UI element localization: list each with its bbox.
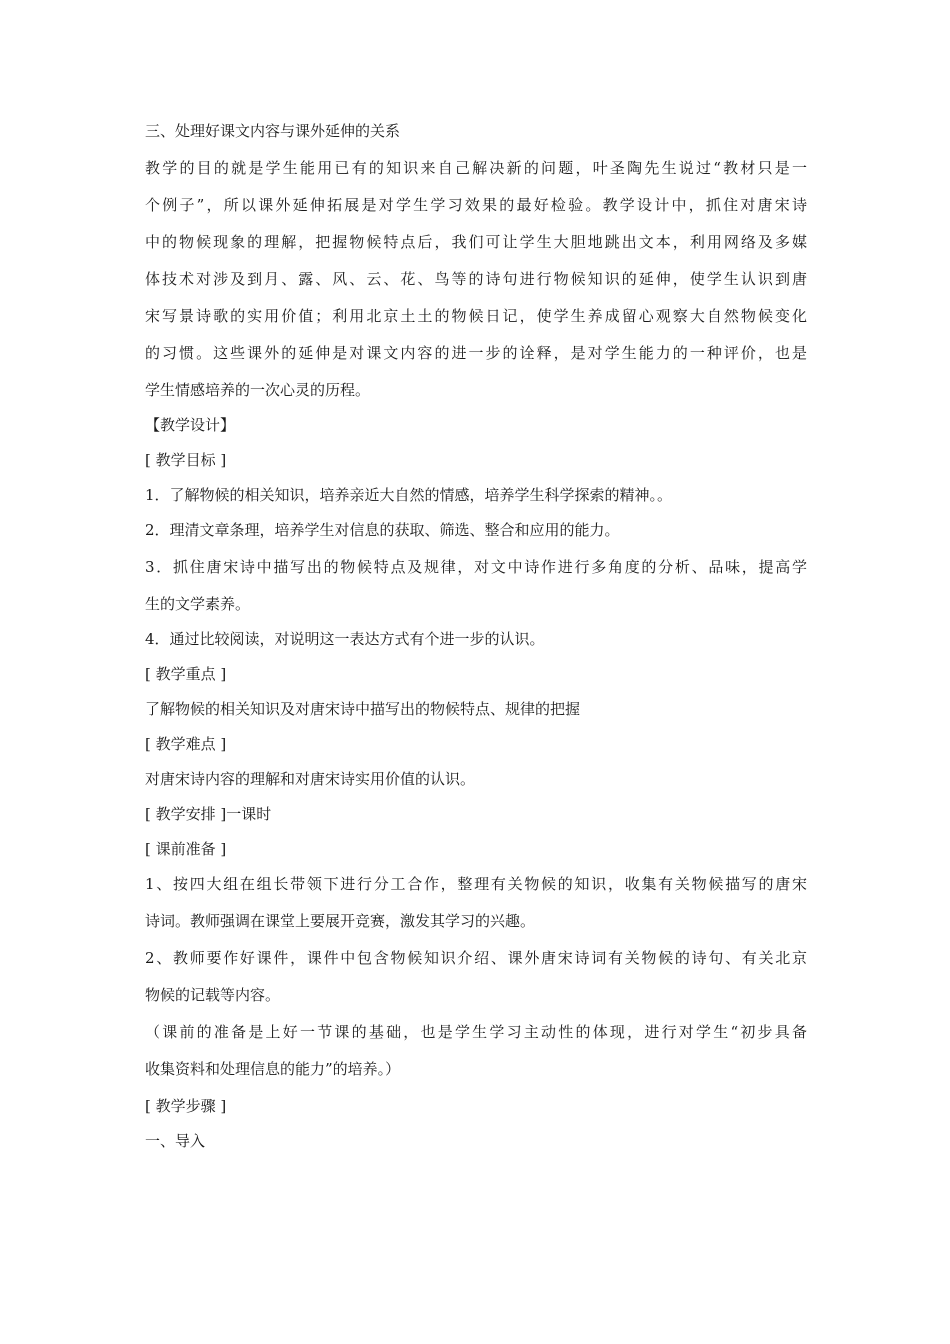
list-item: 4．通过比较阅读，对说明这一表达方式有个进一步的认识。 (145, 630, 545, 648)
paragraph-line: 教学的目的就是学生能用已有的知识来自己解决新的问题，叶圣陶先生说过“教材只是一 (145, 159, 807, 177)
list-item: 3．抓住唐宋诗中描写出的物候特点及规律，对文中诗作进行多角度的分析、品味，提高学 (145, 558, 807, 576)
paragraph-line: （课前的准备是上好一节课的基础，也是学生学习主动性的体现，进行对学生“初步具备 (145, 1023, 807, 1041)
paragraph-line: 了解物候的相关知识及对唐宋诗中描写出的物候特点、规律的把握 (145, 700, 581, 718)
paragraph-line: 学生情感培养的一次心灵的历程。 (145, 381, 371, 399)
paragraph-line: 中的物候现象的理解，把握物候特点后，我们可让学生大胆地跳出文本，利用网络及多媒 (145, 233, 807, 251)
paragraph-line: 体技术对涉及到月、露、风、云、花、鸟等的诗句进行物候知识的延伸，使学生认识到唐 (145, 270, 807, 288)
list-item: 1．了解物候的相关知识，培养亲近大自然的情感，培养学生科学探索的精神。。 (145, 486, 673, 504)
paragraph-line: 对唐宋诗内容的理解和对唐宋诗实用价值的认识。 (145, 770, 476, 788)
list-item: 2、教师要作好课件，课件中包含物候知识介绍、课外唐宋诗词有关物候的诗句、有关北京 (145, 949, 807, 967)
section-heading: 三、处理好课文内容与课外延伸的关系 (145, 122, 401, 140)
list-item-continuation: 物候的记载等内容。 (145, 986, 281, 1004)
section-heading: 【教学设计】 (145, 416, 236, 434)
subsection-heading: [ 教学难点 ] (145, 735, 227, 753)
paragraph-line: 收集资料和处理信息的能力”的培养。） (145, 1060, 401, 1078)
list-item: 1、按四大组在组长带领下进行分工合作，整理有关物候的知识，收集有关物候描写的唐宋 (145, 875, 807, 893)
paragraph-line: 的习惯。这些课外的延伸是对课文内容的进一步的诠释，是对学生能力的一种评价，也是 (145, 344, 807, 362)
paragraph-line: 个例子”，所以课外延伸拓展是对学生学习效果的最好检验。教学设计中，抓住对唐宋诗 (145, 196, 807, 214)
list-item-continuation: 诗词。教师强调在课堂上要展开竞赛，激发其学习的兴趣。 (145, 912, 536, 930)
subsection-heading: [ 课前准备 ] (145, 840, 227, 858)
list-item: 2．理清文章条理，培养学生对信息的获取、筛选、整合和应用的能力。 (145, 521, 620, 539)
list-item-continuation: 生的文学素养。 (145, 595, 251, 613)
subsection-heading: [ 教学重点 ] (145, 665, 227, 683)
paragraph-line: 宋写景诗歌的实用价值；利用北京土土的物候日记，使学生养成留心观察大自然物候变化 (145, 307, 807, 325)
subsection-heading: [ 教学步骤 ] (145, 1097, 227, 1115)
subsection-heading: [ 教学目标 ] (145, 451, 227, 469)
subsection-heading: [ 教学安排 ]一课时 (145, 805, 272, 823)
document-body (145, 124, 807, 1169)
section-heading: 一、导入 (145, 1132, 206, 1150)
